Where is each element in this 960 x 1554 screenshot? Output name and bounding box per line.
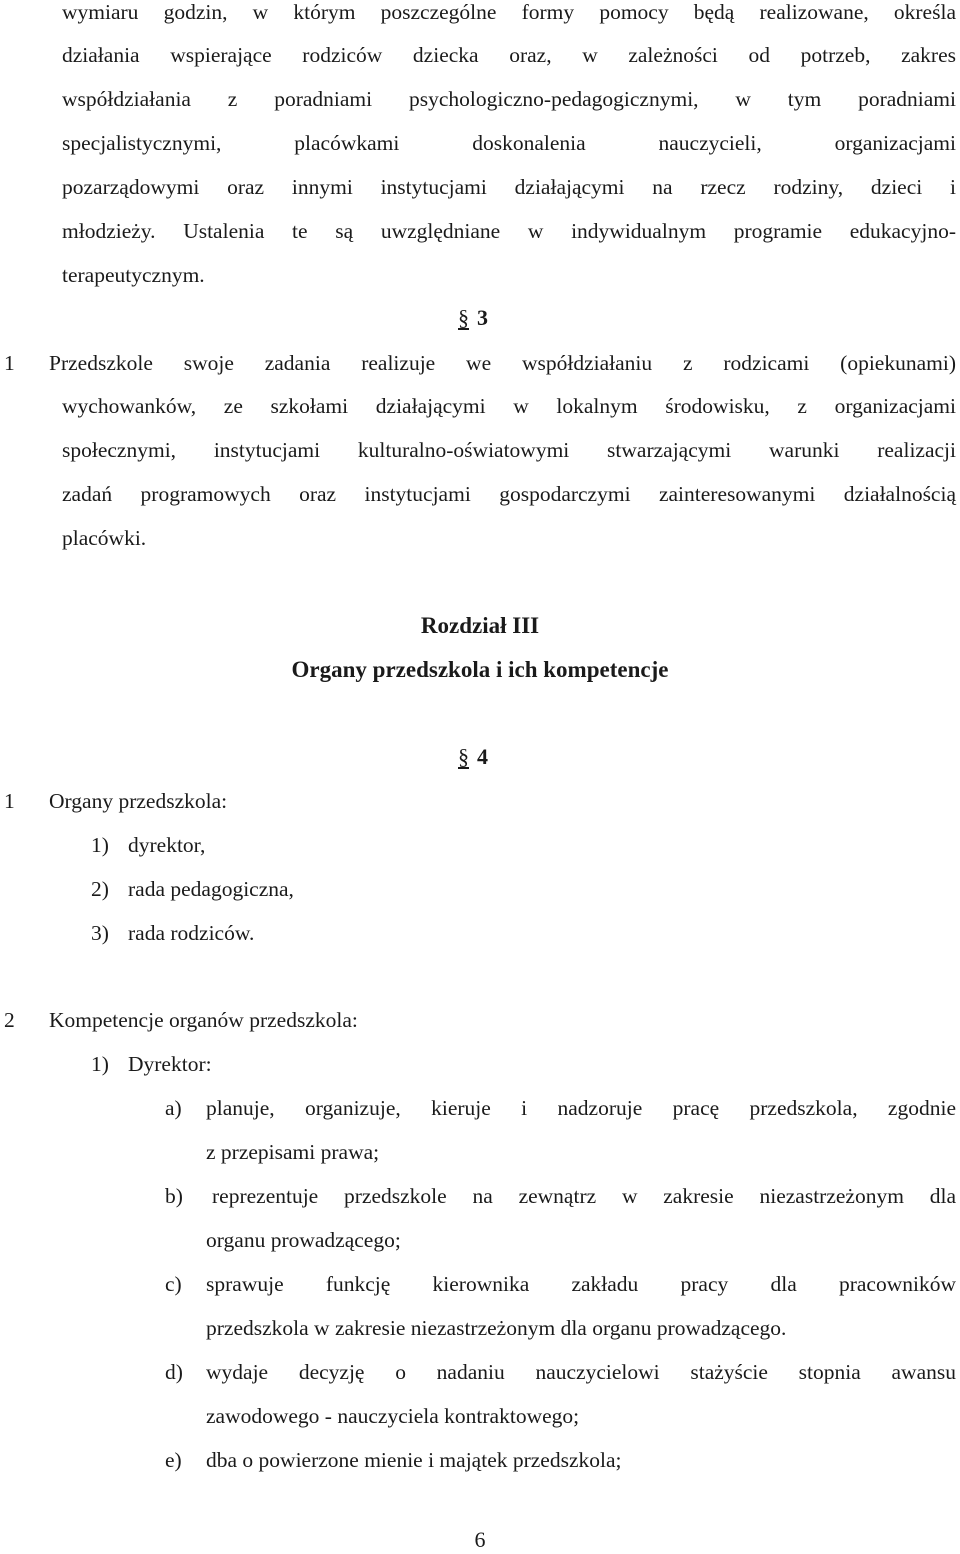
- item-text: Kompetencje organów przedszkola:: [49, 1008, 358, 1032]
- section-number: 4: [477, 744, 488, 769]
- point-line: przedszkola w zakresie niezastrzeżonym dla organu prowadzącego.: [206, 1316, 787, 1340]
- point-label: e): [165, 1448, 182, 1472]
- paragraph-line: terapeutycznym.: [62, 263, 205, 287]
- list-label: 1): [91, 1052, 109, 1076]
- paragraph-line: Przedszkole swoje zadania realizuje we współdziałaniu z rodzicami (opiekunami): [49, 351, 956, 375]
- paragraph-line: wychowanków, ze szkołami działającymi w lokalnym środowisku, z organizacjami: [62, 394, 956, 418]
- list-label: 2): [91, 877, 109, 901]
- chapter-subtitle: Organy przedszkola i ich kompetencje: [291, 657, 669, 682]
- paragraph-line: wymiaru godzin, w którym poszczególne formy pomocy będą realizowane, określa: [62, 0, 956, 24]
- section-3-heading: [458, 304, 518, 332]
- point-line: z przepisami prawa;: [206, 1140, 380, 1164]
- section-number: 3: [477, 305, 488, 330]
- point-line: dba o powierzone mienie i majątek przedszkola;: [206, 1448, 622, 1472]
- point-label: b): [165, 1184, 183, 1208]
- chapter-title: Rozdział III: [420, 613, 540, 638]
- list-item: dyrektor,: [128, 833, 206, 857]
- point-line: sprawuje funkcję kierownika zakładu pracy dla pracowników: [206, 1272, 956, 1296]
- list-item: rada rodziców.: [128, 921, 255, 945]
- point-label: c): [165, 1272, 182, 1296]
- list-label: 1): [91, 833, 109, 857]
- item-number: 1: [4, 789, 15, 813]
- page-number: 6: [474, 1527, 486, 1552]
- item-number: 1: [4, 351, 15, 375]
- paragraph-line: społecznymi, instytucjami kulturalno-oświatowymi stwarzającymi warunki realizacji: [62, 438, 956, 462]
- paragraph-line: pozarządowymi oraz innymi instytucjami działającymi na rzecz rodziny, dzieci i: [62, 175, 956, 199]
- item-text: Organy przedszkola:: [49, 789, 228, 813]
- paragraph-line: placówki.: [62, 526, 147, 550]
- point-line: wydaje decyzję o nadaniu nauczycielowi stażyście stopnia awansu: [206, 1360, 956, 1384]
- paragraph-line: specjalistycznymi, placówkami doskonalenia nauczycieli, organizacjami: [62, 131, 956, 155]
- list-item: Dyrektor:: [128, 1052, 212, 1076]
- point-label: d): [165, 1360, 183, 1384]
- point-line: planuje, organizuje, kieruje i nadzoruje pracę przedszkola, zgodnie: [206, 1096, 956, 1120]
- item-number: 2: [4, 1008, 15, 1032]
- paragraph-line: zadań programowych oraz instytucjami gospodarczymi zainteresowanymi działalnością: [62, 482, 956, 506]
- point-line: organu prowadzącego;: [206, 1228, 401, 1252]
- paragraph-line: młodzieży. Ustalenia te są uwzględniane w indywidualnym programie edukacyjno-: [62, 219, 956, 243]
- point-line: reprezentuje przedszkole na zewnątrz w zakresie niezastrzeżonym dla: [212, 1184, 956, 1208]
- section-symbol: §: [458, 305, 469, 330]
- list-item: rada pedagogiczna,: [128, 877, 294, 901]
- section-symbol: §: [458, 744, 469, 769]
- list-label: 3): [91, 921, 109, 945]
- paragraph-line: działania wspierające rodziców dziecka oraz, w zależności od potrzeb, zakres: [62, 43, 956, 67]
- paragraph-line: współdziałania z poradniami psychologiczno-pedagogicznymi, w tym poradniami: [62, 87, 956, 111]
- point-line: zawodowego - nauczyciela kontraktowego;: [206, 1404, 580, 1428]
- section-4-heading: [458, 743, 518, 771]
- point-label: a): [165, 1096, 182, 1120]
